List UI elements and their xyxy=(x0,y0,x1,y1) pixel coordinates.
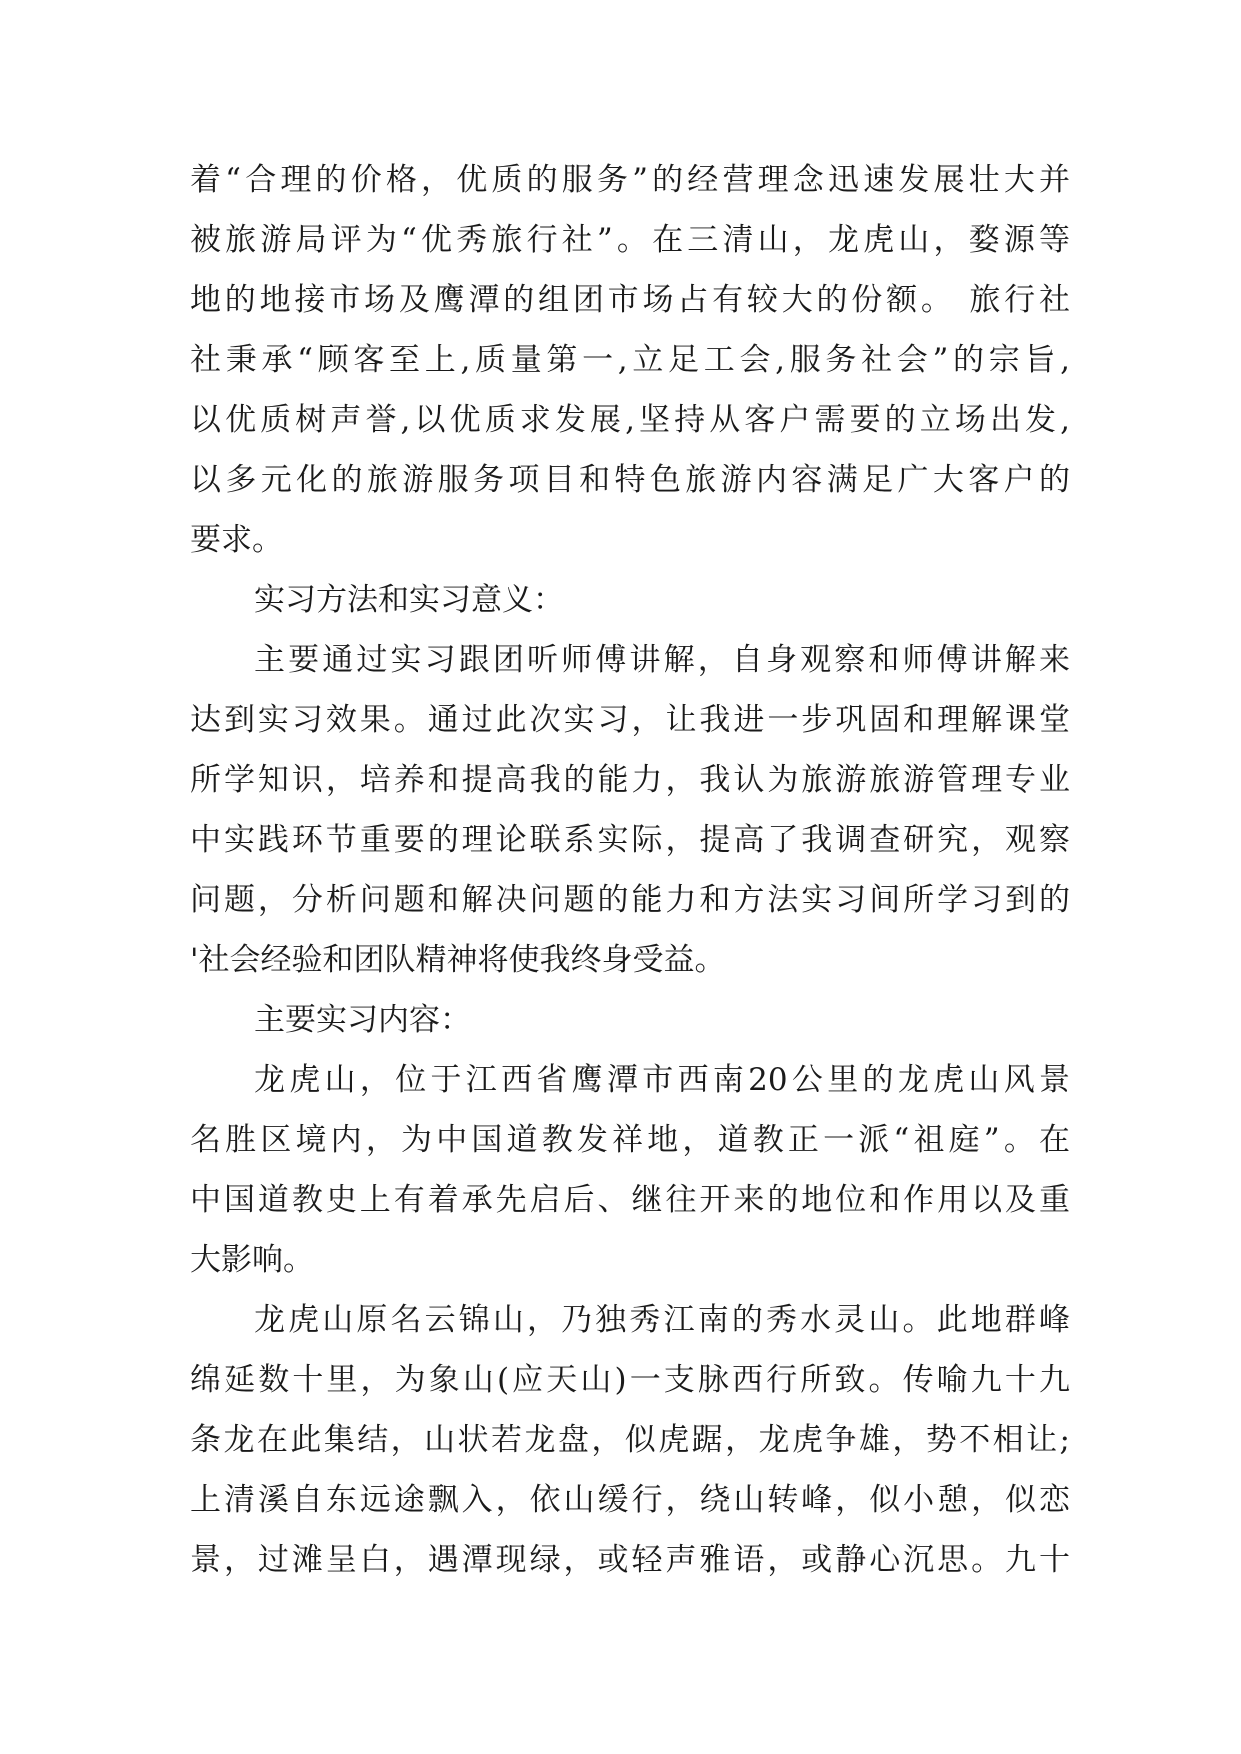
text-line: 问题，分析问题和解决问题的能力和方法实习间所学习到的 xyxy=(190,882,1070,918)
text-line: 大影响。 xyxy=(190,1242,314,1278)
text-line: 着“合理的价格，优质的服务”的经营理念迅速发展壮大并 xyxy=(190,162,1070,198)
text-line: 所学知识，培养和提高我的能力，我认为旅游旅游管理专业 xyxy=(190,762,1070,798)
text-line: 龙虎山原名云锦山，乃独秀江南的秀水灵山。此地群峰 xyxy=(254,1302,1070,1338)
text-line: 景，过滩呈白，遇潭现绿，或轻声雅语，或静心沉思。九十 xyxy=(190,1542,1070,1578)
text-line: 上清溪自东远途飘入，依山缓行，绕山转峰，似小憩，似恋 xyxy=(190,1482,1070,1518)
text-line: 绵延数十里，为象山(应天山)一支脉西行所致。传喻九十九 xyxy=(190,1362,1070,1398)
text-line: 以优质树声誉,以优质求发展,坚持从客户需要的立场出发, xyxy=(190,402,1070,438)
text-line: 中实践环节重要的理论联系实际，提高了我调查研究，观察 xyxy=(190,822,1070,858)
text-line: 要求。 xyxy=(190,522,283,558)
text-line: 达到实习效果。通过此次实习，让我进一步巩固和理解课堂 xyxy=(190,702,1070,738)
text-line: '社会经验和团队精神将使我终身受益。 xyxy=(190,942,726,978)
text-line: 地的地接市场及鹰潭的组团市场占有较大的份额。 旅行社 xyxy=(190,282,1070,318)
section-heading: 实习方法和实习意义： xyxy=(254,582,564,618)
text-line: 主要通过实习跟团听师傅讲解，自身观察和师傅讲解来 xyxy=(254,642,1070,678)
section-heading: 主要实习内容： xyxy=(254,1002,471,1038)
text-line: 被旅游局评为“优秀旅行社”。在三清山，龙虎山，婺源等 xyxy=(190,222,1070,258)
text-line: 龙虎山，位于江西省鹰潭市西南20公里的龙虎山风景 xyxy=(254,1062,1070,1098)
text-line: 以多元化的旅游服务项目和特色旅游内容满足广大客户的 xyxy=(190,462,1070,498)
text-line: 名胜区境内，为中国道教发祥地，道教正一派“祖庭”。在 xyxy=(190,1122,1070,1158)
text-line: 中国道教史上有着承先启后、继往开来的地位和作用以及重 xyxy=(190,1182,1070,1218)
text-line: 条龙在此集结，山状若龙盘，似虎踞，龙虎争雄，势不相让; xyxy=(190,1422,1070,1458)
text-line: 社秉承“顾客至上,质量第一,立足工会,服务社会”的宗旨, xyxy=(190,342,1070,378)
